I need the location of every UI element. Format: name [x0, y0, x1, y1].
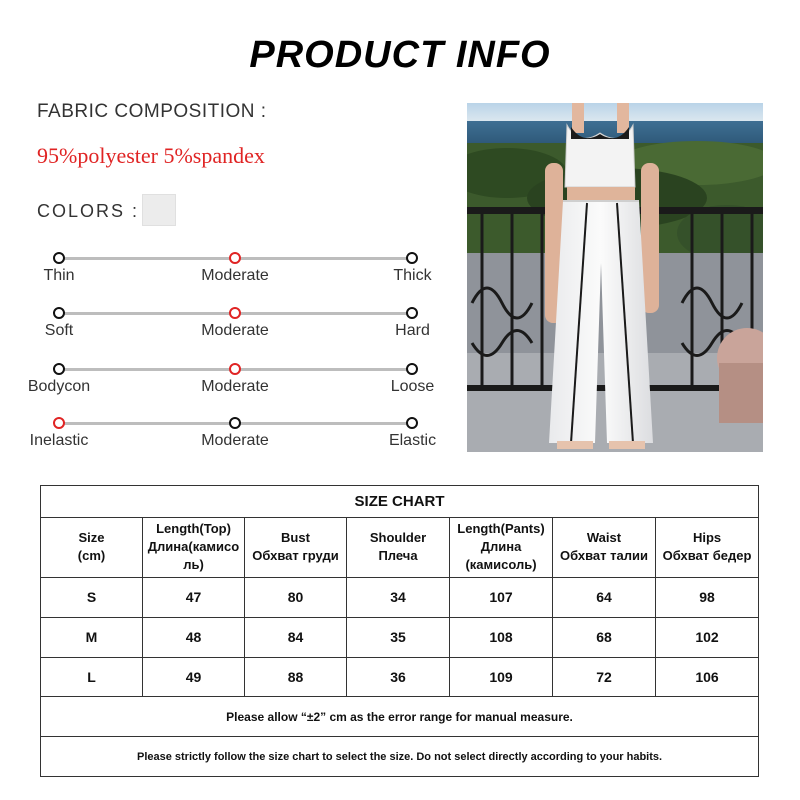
cell-shoulder: 34 [347, 577, 450, 617]
cell-waist: 72 [553, 657, 656, 697]
thickness-scale [20, 250, 440, 300]
cell-length-pants: 109 [450, 657, 553, 697]
scale-dot-thick [406, 252, 418, 264]
table-row [41, 577, 759, 617]
cell-bust: 84 [245, 617, 347, 657]
scale-label-elastic: Elastic [388, 432, 437, 449]
cell-waist: 64 [553, 577, 656, 617]
fabric-composition-label: FABRIC COMPOSITION : [37, 101, 267, 122]
cell-length-pants: 107 [450, 577, 553, 617]
cell-shoulder: 35 [347, 617, 450, 657]
fabric-composition-value: 95%polyester 5%spandex [37, 143, 265, 168]
fit-scale [20, 361, 440, 411]
cell-length-top: 49 [143, 657, 245, 697]
size-selection-note: Please strictly follow the size chart to select the size. Do not select directly according to your habits. [41, 737, 759, 777]
header-hips: Hips Обхват бедер [656, 517, 759, 577]
cell-size: L [41, 657, 143, 697]
scale-label-moderate: Moderate [201, 378, 269, 395]
scale-dot-loose [406, 363, 418, 375]
cell-bust: 80 [245, 577, 347, 617]
cell-shoulder: 36 [347, 657, 450, 697]
scale-dot-elastic [406, 417, 418, 429]
scale-dot-moderate [229, 307, 241, 319]
scale-dot-moderate [229, 417, 241, 429]
scale-label-inelastic: Inelastic [29, 432, 89, 449]
colors-label: COLORS : [37, 201, 140, 221]
scale-dot-thin [53, 252, 65, 264]
cell-size: M [41, 617, 143, 657]
scale-label-moderate: Moderate [201, 432, 269, 449]
header-size: Size (cm) [41, 517, 143, 577]
measurement-error-note: Please allow “±2” cm as the error range for manual measure. [41, 697, 759, 737]
cell-length-pants: 108 [450, 617, 553, 657]
scale-label-moderate: Moderate [201, 322, 269, 339]
header-shoulder: Shoulder Плеча [347, 517, 450, 577]
scale-label-soft: Soft [44, 322, 74, 339]
header-bust: Bust Обхват груди [245, 517, 347, 577]
scale-dot-bodycon [53, 363, 65, 375]
cell-hips: 106 [656, 657, 759, 697]
scale-dot-moderate [229, 363, 241, 375]
scale-label-thin: Thin [43, 267, 75, 284]
scale-label-bodycon: Bodycon [27, 378, 91, 395]
softness-scale [20, 305, 440, 355]
scale-label-thick: Thick [393, 267, 432, 284]
elasticity-scale [20, 415, 440, 465]
scale-dot-moderate [229, 252, 241, 264]
cell-bust: 88 [245, 657, 347, 697]
scale-label-hard: Hard [395, 322, 430, 339]
product-photo [467, 103, 763, 452]
cell-length-top: 48 [143, 617, 245, 657]
cell-waist: 68 [553, 617, 656, 657]
page-title: PRODUCT INFO [249, 34, 551, 76]
table-row [41, 617, 759, 657]
header-length-top: Length(Top) Длина(камисо ль) [143, 517, 245, 577]
header-length-pants: Length(Pants) Длина (камисоль) [450, 517, 553, 577]
size-chart-table [40, 485, 759, 777]
cell-hips: 102 [656, 617, 759, 657]
color-swatch[interactable] [142, 194, 176, 226]
cell-length-top: 47 [143, 577, 245, 617]
table-row [41, 657, 759, 697]
size-chart-title: SIZE CHART [41, 486, 759, 518]
scale-dot-hard [406, 307, 418, 319]
scale-dot-soft [53, 307, 65, 319]
cell-size: S [41, 577, 143, 617]
header-waist: Waist Обхват талии [553, 517, 656, 577]
scale-dot-inelastic [53, 417, 65, 429]
scale-label-loose: Loose [390, 378, 435, 395]
scale-label-moderate: Moderate [201, 267, 269, 284]
cell-hips: 98 [656, 577, 759, 617]
